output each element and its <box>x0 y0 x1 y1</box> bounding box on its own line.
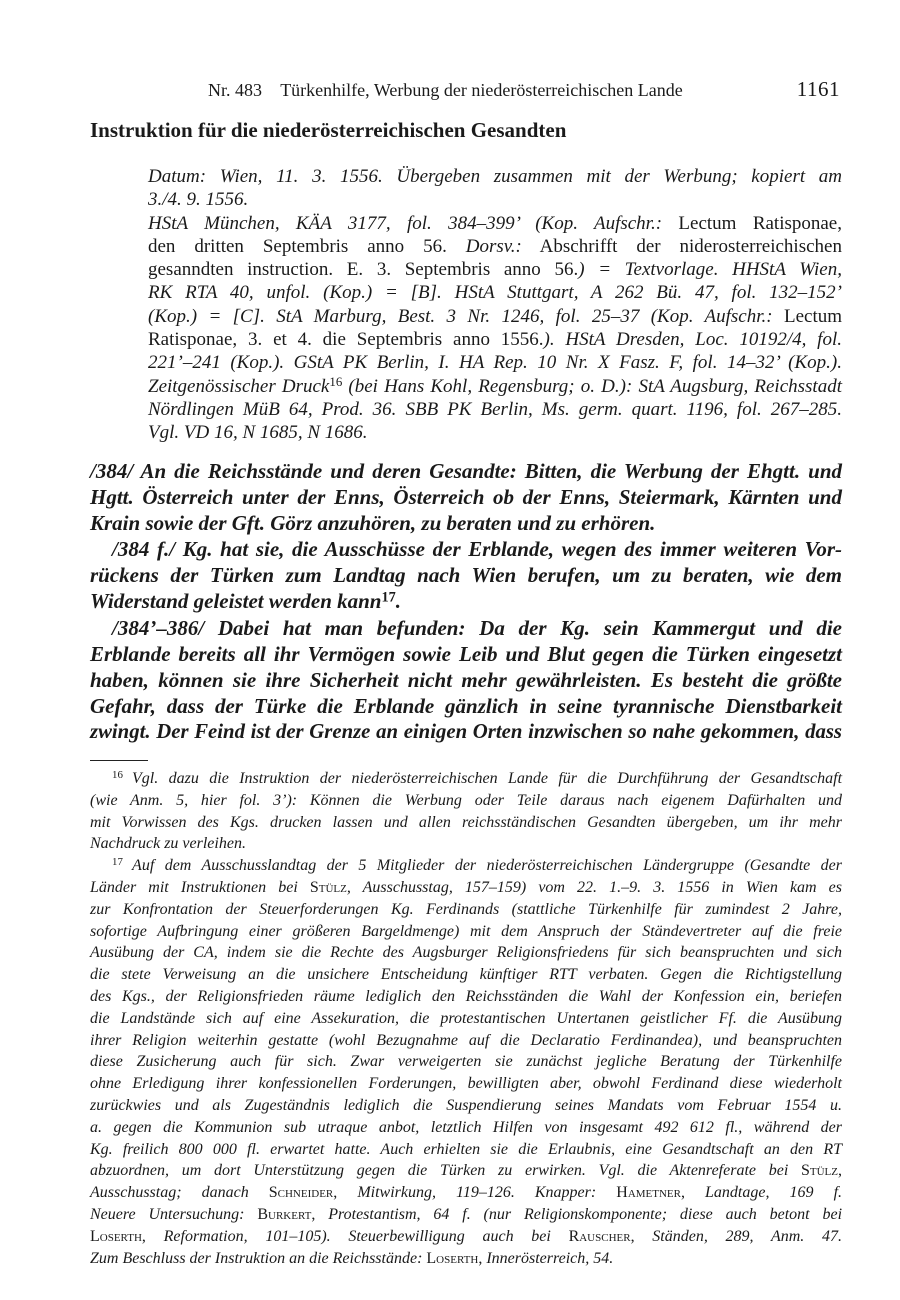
text-line <box>148 235 842 258</box>
text-line <box>90 1051 842 1073</box>
text-segment: /384/ An die Reichsstände und deren Gesandte: Bitten, die Werbung der Ehgtt. und <box>90 459 842 483</box>
text-line <box>148 421 842 444</box>
text-segment: Vgl. VD 16, N 1685, N 1686. <box>148 422 368 444</box>
text-segment: (bei Hans Kohl, Regensburg; o. D.): StA Augsburg, Reichsstadt <box>342 375 842 397</box>
footnotes <box>90 768 842 1269</box>
text-segment: , <box>311 1205 329 1223</box>
text-line <box>90 458 842 484</box>
text-segment: gesanndten instruction. E. 3. Septembris anno 56. <box>148 259 579 281</box>
text-segment: ohne Erledigung ihrer konfessionellen Forderungen, bewilligten aber, obwohl Ferdinand diese wiederholt <box>90 1075 842 1093</box>
text-line <box>148 398 842 421</box>
text-line <box>90 790 842 812</box>
text-line <box>90 768 842 790</box>
text-segment: zur Konfrontation der Steuerforderungen Kg. Ferdinands (stattliche Türkenhilfe für zumindest 2 Jahre, <box>90 900 842 918</box>
footnote-ref: 16 <box>112 769 132 782</box>
footnote-ref: 16 <box>329 373 343 389</box>
text-segment: Ausübung der CA, indem sie die Rechte des Augsburger Religionsfriedens für sich beanspruchten und sich <box>90 944 842 962</box>
author-name: Stülz <box>309 878 347 896</box>
text-segment: 221’–241 (Kop.). GStA PK Berlin, I. HA Rep. 10 Nr. X Fasz. F, fol. 14–32’ (Kop.). <box>148 352 842 374</box>
text-segment: Länder mit Instruktionen bei <box>90 878 310 896</box>
text-segment: , <box>838 1162 842 1180</box>
text-segment: Widerstand geleistet werden kann <box>90 589 382 614</box>
text-line <box>90 1008 842 1030</box>
running-header <box>208 80 683 101</box>
text-segment: Ständen, 289, Anm. 47. <box>652 1227 843 1245</box>
text-line <box>90 1095 842 1117</box>
text-segment: ihrer Religion weiterhin gestatte (wohl Bezugnahme auf die Declaratio Ferdinandea), und beanspruchten <box>90 1031 842 1049</box>
text-line <box>90 942 842 964</box>
text-line <box>90 484 842 510</box>
text-line <box>90 1248 842 1270</box>
text-line <box>90 693 842 719</box>
text-segment: Datum: Wien, 11. 3. 1556. Übergeben zusammen mit der Werbung; kopiert am <box>148 166 842 187</box>
text-segment: . <box>395 589 402 614</box>
text-segment: Nachdruck zu verleihen. <box>90 835 246 853</box>
text-line <box>90 588 842 614</box>
text-line <box>90 1160 842 1182</box>
text-segment: den dritten Septembris anno 56. <box>148 235 466 257</box>
text-segment: , <box>141 1227 164 1245</box>
paragraph <box>148 165 842 212</box>
text-segment: Reformation, 101–105). Steuerbewilligung auch bei <box>163 1227 569 1245</box>
paragraph <box>90 536 842 614</box>
text-line <box>148 328 842 351</box>
text-line <box>90 986 842 1008</box>
author-name: Hametner <box>616 1184 681 1202</box>
text-line <box>90 1030 842 1052</box>
text-segment: , <box>333 1184 358 1202</box>
text-line <box>90 536 842 562</box>
author-name: Burkert <box>257 1205 312 1223</box>
text-line <box>90 510 842 536</box>
paragraph <box>90 615 842 745</box>
text-segment: 3./4. 9. 1556. <box>148 189 249 211</box>
text-segment: Lectum <box>772 305 843 327</box>
text-line <box>90 899 842 921</box>
text-segment: haben, können sie ihre Sicherheit nicht mehr gewährleisten. Es besteht die größte <box>90 667 842 692</box>
document-number: Nr. 483 <box>208 80 262 100</box>
text-line <box>90 719 842 745</box>
text-segment: ) = Textvorlage. HHStA Wien, <box>578 259 842 281</box>
text-segment: Innerösterreich, 54. <box>486 1249 614 1267</box>
text-segment: die Landstände sich auf eine Assekuration, die protestantischen Untertanen geistlicher Ff. die Ausübung <box>90 1009 842 1027</box>
text-line <box>148 351 842 374</box>
text-segment: Mitwirkung, 119–126. Knapper: <box>357 1184 617 1202</box>
author-name: Stülz <box>801 1162 838 1180</box>
text-segment: , <box>680 1184 706 1202</box>
text-line <box>90 964 842 986</box>
text-segment: diese Zusicherung auch für sich. Zwar verweigerten sie zunächst jegliche Beratung der Türkenhilfe <box>90 1053 842 1071</box>
text-segment: Abschrifft der niderosterreichischen <box>521 235 842 257</box>
text-line <box>148 305 842 328</box>
text-line <box>148 188 842 211</box>
running-title: Türkenhilfe, Werbung der niederösterreichischen Lande <box>280 80 683 100</box>
text-line <box>90 562 842 588</box>
text-segment: /384 f./ Kg. hat sie, die Ausschüsse der Erblande, wegen des immer weiteren Vor- <box>112 537 842 562</box>
text-segment: , Ausschusstag, 157–159) vom 22. 1.–9. 3. 1556 in Wien kam es <box>346 878 843 896</box>
footnote-separator <box>90 760 148 761</box>
footnote <box>90 855 842 1269</box>
text-segment: , <box>478 1249 487 1267</box>
page-number: 1161 <box>796 77 840 101</box>
text-segment: Ratisponae, 3. et 4. die Septembris anno 1556. <box>148 329 544 351</box>
text-segment: Protestantism, 64 f. (nur Religionskomponente; diese auch betont bei <box>328 1205 843 1223</box>
author-name: Loserth <box>426 1249 479 1267</box>
text-line <box>90 667 842 693</box>
text-line <box>90 1182 842 1204</box>
text-segment: zurückwies und als Zugeständnis lediglich die Suspendierung seines Mandats vom Februar 1554 u. <box>90 1096 842 1114</box>
paragraph <box>148 212 842 445</box>
text-segment: rückens der Türken zum Landtag nach Wien berufen, um zu beraten, wie dem <box>90 563 842 588</box>
paragraph <box>90 458 842 536</box>
text-segment: (Kop.) = [C]. StA Marburg, Best. 3 Nr. 1246, fol. 25–37 (Kop. Aufschr.: <box>148 305 773 327</box>
text-segment: Krain sowie der Gft. Görz anzuhören, zu beraten und zu erhören. <box>90 511 656 536</box>
text-segment: abzuordnen, um dort Unterstützung gegen die Türken zu erwirken. Vgl. die Aktenreferate bei <box>90 1162 801 1180</box>
author-name: Loserth <box>90 1227 142 1245</box>
section-title: Instruktion für die niederösterreichischen Gesandten <box>90 118 567 142</box>
text-line <box>90 1073 842 1095</box>
text-segment: Nördlingen MüB 64, Prod. 36. SBB PK Berlin, Ms. germ. quart. 1196, fol. 267–285. <box>148 398 842 420</box>
text-segment: /384’–386/ Dabei hat man befunden: Da der Kg. sein Kammergut und die <box>112 615 842 640</box>
text-segment: RK RTA 40, unfol. (Kop.) = [B]. HStA Stuttgart, A 262 Bü. 47, fol. 132–152’ <box>148 282 842 304</box>
text-segment: Zum Beschluss der Instruktion an die Reichsstände: <box>90 1249 427 1267</box>
text-segment: (wie Anm. 5, hier fol. 3’): Können die Werbung oder Teile daraus nach eigenem Dafürhalten und <box>90 791 842 809</box>
text-segment: mit Vorwissen des Kgs. drucken lassen und allen reichsständischen Gesandten übergeben, um ihr mehr <box>90 813 842 831</box>
text-line <box>90 1204 842 1226</box>
text-segment: sofortige Aufbringung einer größeren Bargeldmenge) mit dem Anspruch der Ständevertreter auf die freie <box>90 922 842 940</box>
text-segment: Gefahr, dass der Türke die Erblande gänzlich in seine tyrannische Dienstbarkeit <box>90 693 842 718</box>
text-line <box>90 921 842 943</box>
text-segment: Dorsv.: <box>465 235 522 257</box>
text-line <box>148 281 842 304</box>
footnote-ref: 17 <box>112 856 133 869</box>
text-line <box>90 1226 842 1248</box>
text-line <box>90 641 842 667</box>
source-block <box>148 165 842 445</box>
text-segment: , <box>630 1227 653 1245</box>
main-text <box>90 458 842 745</box>
text-segment: Lectum Ratisponae, <box>662 212 842 234</box>
text-line <box>90 855 842 877</box>
text-line <box>148 258 842 281</box>
text-segment: Neuere Untersuchung: <box>90 1205 258 1223</box>
text-segment: Ausschusstag; danach <box>90 1184 269 1202</box>
text-line <box>90 812 842 834</box>
text-line <box>90 877 842 899</box>
text-segment: Vgl. dazu die Instruktion der niederösterreichischen Lande für die Durchführung der Gesandtschaft <box>132 770 843 787</box>
text-segment: die stete Verweisung an die unsichere Entscheidung künftiger RTT verbaten. Gegen die Richtigstellung <box>90 966 842 984</box>
text-segment: Kg. freilich 800 000 fl. erwartet hatte. Auch erhielten sie die Erlaubnis, eine Gesandtschaft an den RT <box>90 1140 842 1158</box>
text-line <box>90 615 842 641</box>
text-segment: Landtage, 169 f. <box>705 1184 843 1202</box>
text-segment: HStA München, KÄA 3177, fol. 384–399’ (Kop. Aufschr.: <box>148 212 663 234</box>
text-segment: Auf dem Ausschusslandtag der 5 Mitglieder der niederösterreichischen Ländergruppe (Gesandte der <box>132 857 843 875</box>
author-name: Schneider <box>268 1184 334 1202</box>
text-line <box>148 375 842 398</box>
text-line <box>148 165 842 188</box>
text-segment: zwingt. Der Feind ist der Grenze an einigen Orten inzwischen so nahe gekommen, dass <box>90 720 842 743</box>
footnote <box>90 768 842 855</box>
text-segment: Zeitgenössischer Druck <box>148 375 330 397</box>
text-line <box>148 212 842 235</box>
footnote-ref: 17 <box>381 590 396 607</box>
text-segment: Erblande bereits all ihr Vermögen sowie Leib und Blut gegen die Türken eingesetzt <box>90 641 842 666</box>
text-segment: ). HStA Dresden, Loc. 10192/4, fol. <box>543 329 842 351</box>
author-name: Rauscher <box>568 1227 631 1245</box>
text-line <box>90 1139 842 1161</box>
text-segment: des Kgs., der Religionsfrieden räume lediglich den Reichsständen die Wahl der Konfession ein, beriefen <box>90 987 842 1005</box>
text-segment: Hgtt. Österreich unter der Enns, Österreich ob der Enns, Steiermark, Kärnten und <box>90 485 842 510</box>
text-line <box>90 833 842 855</box>
text-segment: a. gegen die Kommunion sub utraque anbot, letztlich Hilfen von insgesamt 492 612 fl., während der <box>90 1118 842 1136</box>
text-line <box>90 1117 842 1139</box>
